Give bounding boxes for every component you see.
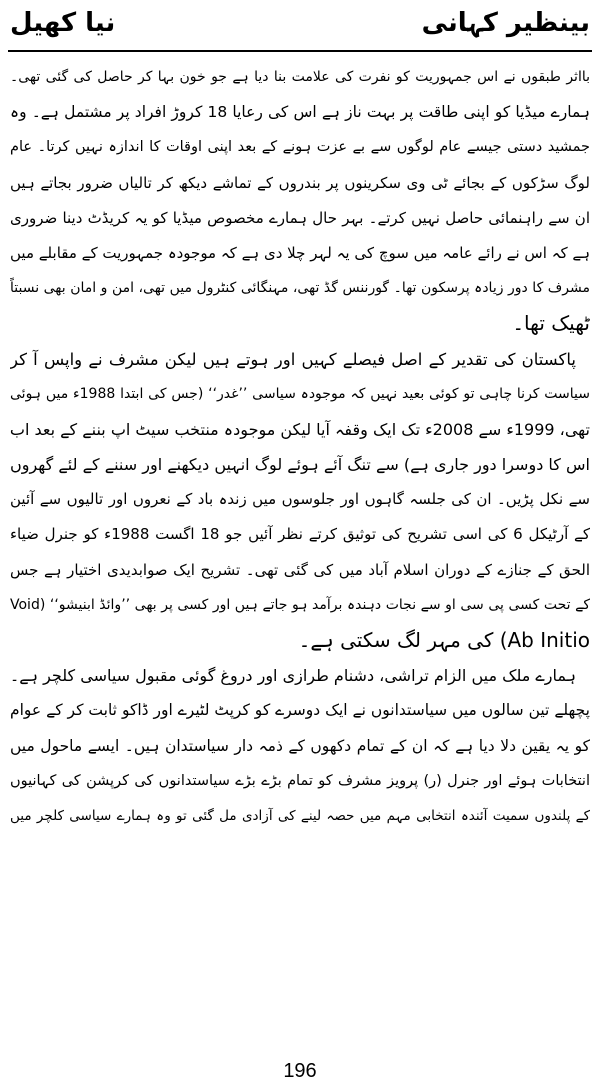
text-line: ہمارے میڈیا کو اپنی طاقت پر بہت ناز ہے اس کی رعایا 18 کروڑ افراد پر مشتمل ہے۔ وہ (10, 103, 590, 122)
text-line: الحق کے جنازے کے دوران اسلام آباد میں کی گئی تھی۔ تشریح ایک صوابدیدی اختیار ہے جس (10, 560, 590, 579)
chapter-title: نیا کھیل (10, 8, 116, 38)
running-header (8, 4, 592, 52)
text-line: ہمارے ملک میں الزام تراشی، دشنام طرازی اور دروغ گوئی مقبول سیاسی کلچر ہے۔ (10, 666, 576, 686)
text-line: مشرف کا دور زیادہ پرسکون تھا۔ گورننس گڈ تھی، مہنگائی کنٹرول میں تھی، امن و امان بھی نسبتاً (10, 280, 590, 297)
text-line: اس کا دوسرا دور جاری ہے) سے تنگ آئے ہوئے لوگ انہیں دیکھنے اور سننے کے لئے گھروں (10, 455, 590, 475)
text-line: لوگ سڑکوں کے بجائے ٹی وی سکرینوں پر بندروں کے تماشے دیکھ کر تالیاں ضرور بجاتے ہیں (10, 173, 590, 192)
header-divider (8, 50, 592, 52)
text-line: ٹھیک تھا۔ (512, 311, 590, 336)
text-line: انتخابات ہوئے اور جنرل (ر) پرویز مشرف کو تمام بڑے بڑے سیاستدانوں کی کرپشن کی کہانیوں (10, 772, 590, 789)
page-number: 196 (283, 1060, 317, 1082)
text-line: کے آرٹیکل 6 کی اسی تشریح کی توثیق کرتے نظر آئیں جو 18 اگست 1988ء کو جنرل ضیاء (10, 525, 590, 544)
text-line: Ab Initio) کی مہر لگ سکتی ہے۔ (298, 628, 590, 652)
text-line: کے پلندوں سمیت آئندہ انتخابی مہم میں حصہ لینے کی آزادی مل گئی تو وہ ہمارے سیاسی کلچر میں (10, 807, 590, 824)
text-line: جمشید دستی جیسے عام لوگوں سے بے عزت ہونے کے بعد اپنی اوقات کا اندازہ نہیں کرتا۔ عام (10, 139, 590, 156)
text-line: ہے کہ اس نے رائے عامہ میں سوچ کی یہ لہر چلا دی ہے کہ موجودہ جمہوریت کے مقابلے میں (10, 243, 590, 262)
text-line: سیاست کرنا چاہی تو کوئی بعید نہیں کہ موجودہ سیاسی ’’غدر‘‘ (جس کی ابتدا 1988ء میں ہوئی (10, 385, 590, 402)
book-title: بینظیر کہانی (421, 8, 590, 38)
text-line: کے تحت کسی پی سی او سے نجات دہندہ برآمد ہو جاتے ہیں اور کسی پر بھی ’’وائڈ ابنیشو‘‘ (Void (10, 596, 590, 613)
text-line: پچھلے تین سالوں میں سیاستدانوں نے ایک دوسرے کو کرپٹ لٹیرے اور ڈاکو ثابت کر کے عوام (10, 701, 590, 720)
text-line: تھی، 1999ء سے 2008ء تک ایک وقفہ آیا لیکن موجودہ منتخب سیٹ اپ بننے کے بعد اب (10, 419, 590, 439)
text-line: پاکستان کی تقدیر کے اصل فیصلے کہیں اور ہوتے ہیں لیکن مشرف نے واپس آ کر (10, 349, 576, 369)
text-line: کو یہ یقین دلا دیا ہے کہ ان کے تمام دکھوں کے ذمہ دار سیاستدان ہیں۔ ایسے ماحول میں (10, 736, 590, 755)
text-line: ان سے راہنمائی حاصل نہیں کرتے۔ بہر حال ہمارے مخصوص میڈیا کو یہ کریڈٹ دینا ضروری (10, 208, 590, 227)
text-line: سے نکل پڑیں۔ ان کی جلسہ گاہوں اور جلوسوں میں زندہ باد کے نعروں اور تالیوں سے آئین (10, 490, 590, 509)
text-line: بااثر طبقوں نے اس جمہوریت کو نفرت کی علامت بنا دیا ہے جو خون بہا کر حاصل کی گئی تھی۔ (10, 69, 590, 85)
body-text (10, 60, 590, 834)
